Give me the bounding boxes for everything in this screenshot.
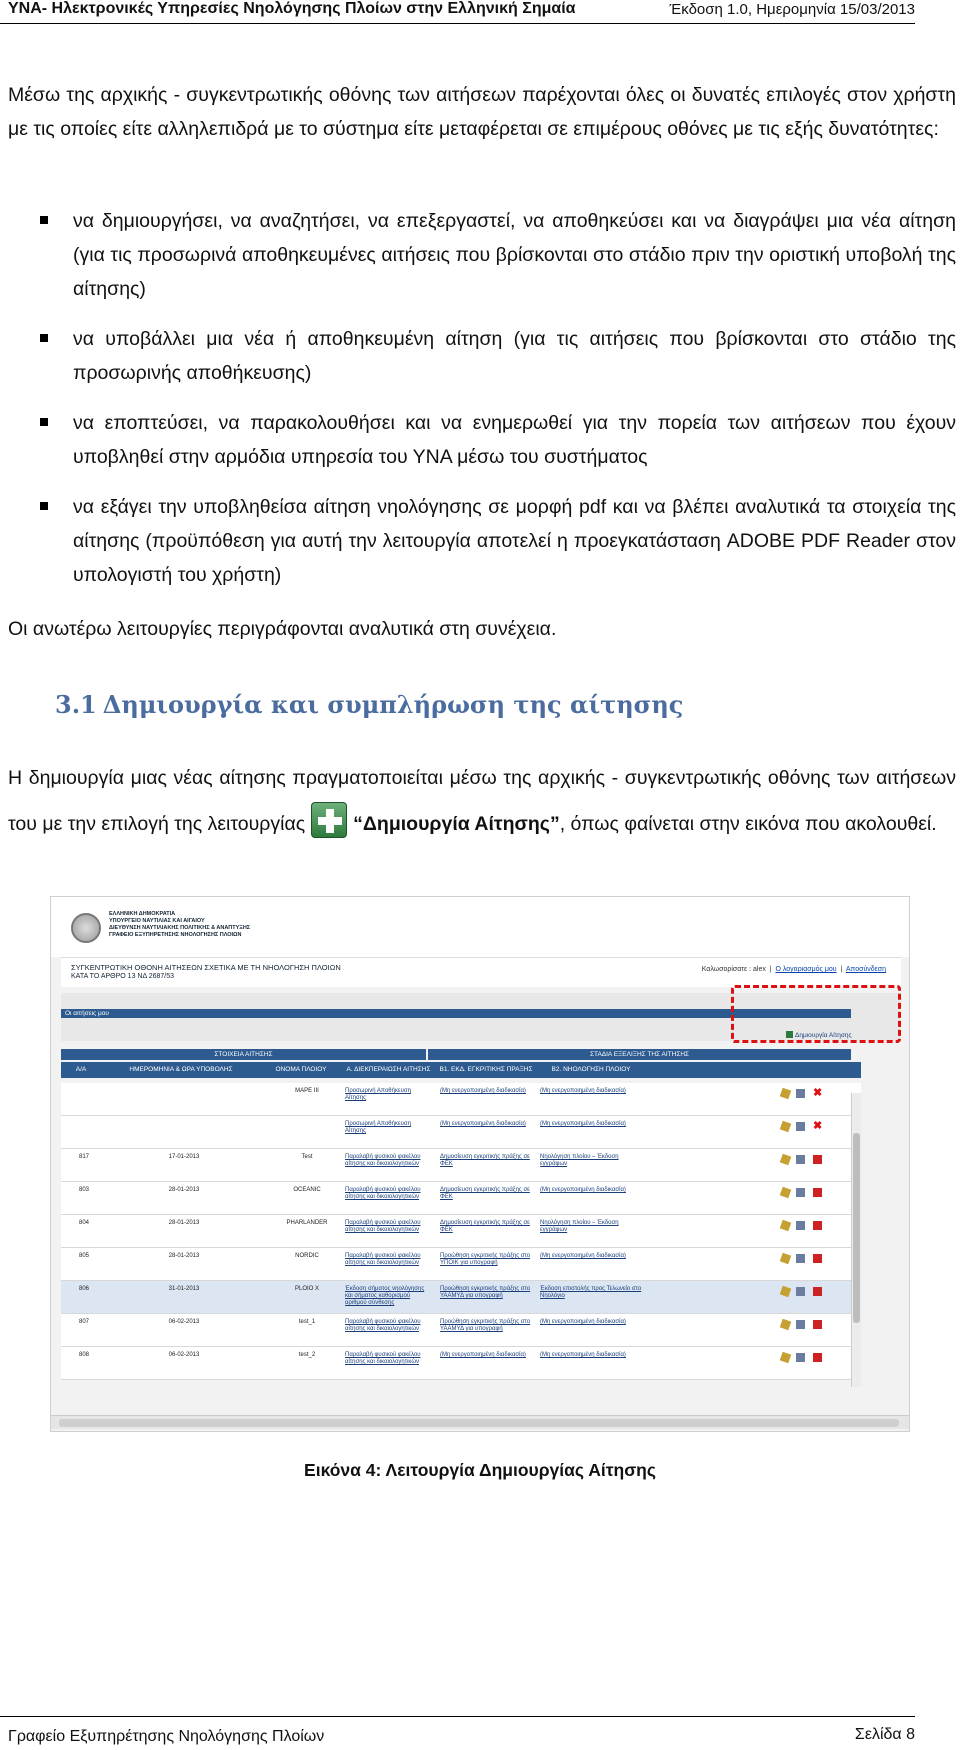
table-cell-b1[interactable]: Δημοσίευση εγκριτικής πράξης σε ΦΕΚ — [440, 1220, 530, 1233]
table-cell-date: 06-02-2013 — [168, 1352, 200, 1358]
panel-title: Οι αιτήσεις μου — [61, 1009, 851, 1018]
column-header[interactable]: Α. ΔΙΕΚΠΕΡΑΙΩΣΗ ΑΙΤΗΣΗΣ — [346, 1066, 431, 1073]
edit-icon[interactable] — [780, 1121, 792, 1133]
table-cell-ship: test_1 — [298, 1319, 316, 1325]
group-header-stages: ΣΤΑΔΙΑ ΕΞΕΛΙΞΗΣ ΤΗΣ ΑΙΤΗΣΗΣ — [428, 1049, 851, 1060]
table-cell-b2[interactable]: Νηολόγηση πλοίου – Έκδοση εγγράφων — [540, 1154, 619, 1167]
table-cell-ship: PLOIO X — [294, 1286, 319, 1292]
table-cell-b1[interactable]: Προώθηση εγκριτικής πράξης στο ΥΑΑΜΥΔ για υπογραφή — [440, 1319, 531, 1332]
pdf-export-icon[interactable] — [813, 1353, 822, 1362]
view-icon[interactable] — [780, 1286, 792, 1298]
create-application-button[interactable]: Δημιουργία Αίτησης — [786, 1031, 852, 1039]
edit-icon[interactable] — [780, 1088, 792, 1100]
table-cell-b1[interactable]: Δημοσίευση εγκριτικής πράξης σε ΦΕΚ — [440, 1154, 530, 1167]
bullet-square-icon — [40, 216, 48, 224]
table-cell-b2[interactable]: (Μη ενεργοποιημένη διαδικασία) — [540, 1319, 626, 1325]
table-row — [61, 1215, 861, 1248]
highlight-box — [731, 985, 901, 1043]
page-number: Σελίδα 8 — [854, 1726, 915, 1743]
view-icon[interactable] — [780, 1352, 792, 1364]
table-row — [61, 1083, 861, 1116]
list-item: να δημιουργήσει, να αναζητήσει, να επεξεργαστεί, να αποθηκεύσει και να διαγράψει μια νέα αίτηση (για τις προσωρινά αποθηκευμένες αιτήσεις που βρίσκονται στο στάδιο πριν την οριστική υποβολή της αίτησης) — [38, 204, 956, 306]
submit-icon[interactable] — [796, 1122, 805, 1131]
document-header — [0, 0, 915, 24]
application-screenshot — [50, 896, 910, 1432]
table-cell-date: 28-01-2013 — [168, 1187, 200, 1193]
table-cell-date: 17-01-2013 — [168, 1154, 200, 1160]
table-cell-b2[interactable]: (Μη ενεργοποιημένη διαδικασία) — [540, 1088, 626, 1094]
table-cell-b1[interactable]: (Μη ενεργοποιημένη διαδικασία) — [440, 1352, 526, 1358]
group-header-application: ΣΤΟΙΧΕΙΑ ΑΙΤΗΣΗΣ — [61, 1049, 426, 1060]
table-row — [61, 1116, 861, 1149]
table-row — [61, 1314, 861, 1347]
table-cell-aa: 808 — [78, 1352, 89, 1358]
table-cell-ship: test_2 — [298, 1352, 316, 1358]
table-cell-aa: 803 — [78, 1187, 89, 1193]
table-cell-b2[interactable]: (Μη ενεργοποιημένη διαδικασία) — [540, 1352, 626, 1358]
app-title-bar — [61, 957, 901, 987]
intro-paragraph: Μέσω της αρχικής - συγκεντρωτικής οθόνης των αιτήσεων παρέχονται όλες οι δυνατές επιλογές στον χρήστη με τις οποίες είτε αλληλεπιδρά με το σύστημα είτε μεταφέρεται σε επιμέρους οθόνες με τις εξής δυνατότητες: — [8, 84, 956, 140]
table-cell-aa: 805 — [78, 1253, 89, 1259]
row-actions — [781, 1353, 841, 1363]
details-icon[interactable] — [796, 1254, 805, 1263]
row-actions — [781, 1254, 841, 1264]
table-cell-ship: NORDIC — [295, 1253, 319, 1259]
table-cell-aa: 804 — [78, 1220, 89, 1226]
table-cell-a[interactable]: Παραλαβή φυσικού φακέλου αίτησης και δικαιολογητικών — [345, 1253, 421, 1266]
row-actions — [781, 1221, 841, 1231]
vertical-scrollbar[interactable] — [851, 1093, 861, 1387]
view-icon[interactable] — [780, 1220, 792, 1232]
view-icon[interactable] — [780, 1154, 792, 1166]
app-banner — [51, 897, 910, 957]
details-icon[interactable] — [796, 1221, 805, 1230]
row-actions — [781, 1320, 841, 1330]
table-row — [61, 1149, 861, 1182]
view-icon[interactable] — [780, 1253, 792, 1265]
table-row — [61, 1182, 861, 1215]
logout-link[interactable]: Αποσύνδεση — [845, 966, 886, 973]
table-cell-b2[interactable]: Έκδοση επιστολής προς Τελωνείο στο Νηολόγιο — [540, 1286, 642, 1299]
table-row — [61, 1347, 861, 1380]
pdf-export-icon[interactable] — [813, 1254, 822, 1263]
table-cell-ship: PHARLANDER — [286, 1220, 328, 1226]
add-plus-icon — [311, 802, 347, 838]
table-cell-b1[interactable]: (Μη ενεργοποιημένη διαδικασία) — [440, 1088, 526, 1094]
document-footer — [0, 1716, 915, 1746]
pdf-export-icon[interactable] — [813, 1320, 822, 1329]
table-cell-b1[interactable]: Προώθηση εγκριτικής πράξης στο ΥΑΑΜΥΔ για υπογραφή — [440, 1286, 531, 1299]
figure-caption: Εικόνα 4: Λειτουργία Δημιουργίας Αίτησης — [304, 1460, 656, 1480]
details-icon[interactable] — [796, 1320, 805, 1329]
section-title: Δημιουργία και συμπλήρωση της αίτησης — [102, 690, 684, 719]
table-cell-aa: 806 — [78, 1286, 89, 1292]
details-icon[interactable] — [796, 1287, 805, 1296]
hellenic-emblem-icon — [71, 913, 101, 943]
table-cell-date: 31-01-2013 — [168, 1286, 200, 1292]
column-header[interactable]: Β1. ΕΚΔ. ΕΓΚΡΙΤΙΚΗΣ ΠΡΑΞΗΣ — [439, 1066, 533, 1073]
pdf-export-icon[interactable] — [813, 1155, 822, 1164]
table-cell-a[interactable]: Προσωρινή Αποθήκευση Αίτησης — [345, 1088, 411, 1101]
applications-table — [61, 1083, 861, 1380]
table-cell-b1[interactable]: (Μη ενεργοποιημένη διαδικασία) — [440, 1121, 526, 1127]
table-cell-date: 28-01-2013 — [168, 1220, 200, 1226]
table-cell-a[interactable]: Παραλαβή φυσικού φακέλου αίτησης και δικαιολογητικών — [345, 1187, 421, 1200]
table-cell-b2[interactable]: (Μη ενεργοποιημένη διαδικασία) — [540, 1121, 626, 1127]
table-header — [61, 1062, 861, 1078]
row-actions — [781, 1089, 841, 1099]
table-cell-a[interactable]: Προσωρινή Αποθήκευση Αίτησης — [345, 1121, 411, 1134]
details-icon[interactable] — [796, 1155, 805, 1164]
list-item: να υποβάλλει μια νέα ή αποθηκευμένη αίτηση (για τις αιτήσεις που βρίσκονται στο στάδιο της προσωρινής αποθήκευσης) — [38, 322, 956, 390]
row-actions — [781, 1188, 841, 1198]
bullet-square-icon — [40, 502, 48, 510]
table-cell-a[interactable]: Παραλαβή φυσικού φακέλου αίτησης και δικαιολογητικών — [345, 1154, 421, 1167]
column-header[interactable]: ΗΜΕΡΟΜΗΝΙΑ & ΩΡΑ ΥΠΟΒΟΛΗΣ — [129, 1066, 233, 1073]
table-cell-ship: MAPE III — [295, 1088, 319, 1094]
pdf-export-icon[interactable] — [813, 1221, 822, 1230]
table-cell-b1[interactable]: Δημοσίευση εγκριτικής πράξης σε ΦΕΚ — [440, 1187, 530, 1200]
table-cell-aa: 807 — [78, 1319, 89, 1325]
table-cell-date: 06-02-2013 — [168, 1319, 200, 1325]
details-icon[interactable] — [796, 1353, 805, 1362]
section-heading — [55, 690, 683, 719]
row-actions — [781, 1155, 841, 1165]
table-cell-ship: Test — [301, 1154, 313, 1160]
column-header[interactable]: Α/Α — [75, 1066, 87, 1073]
table-cell-b1[interactable]: Προώθηση εγκριτικής πράξης στο ΥΠΟΙΚ για υπογραφή — [440, 1253, 531, 1266]
table-cell-a[interactable]: Παραλαβή φυσικού φακέλου αίτησης και δικαιολογητικών — [345, 1352, 421, 1365]
delete-icon[interactable]: ✖ — [813, 1120, 823, 1132]
view-icon[interactable] — [780, 1319, 792, 1331]
table-row — [61, 1248, 861, 1281]
pdf-export-icon[interactable] — [813, 1287, 822, 1296]
table-cell-aa: 817 — [78, 1154, 89, 1160]
table-cell-b2[interactable]: (Μη ενεργοποιημένη διαδικασία) — [540, 1253, 626, 1259]
column-header[interactable]: ΟΝΟΜΑ ΠΛΟΙΟΥ — [275, 1066, 327, 1073]
summary-paragraph: Οι ανωτέρω λειτουργίες περιγράφονται αναλυτικά στη συνέχεια. — [8, 618, 557, 640]
bullet-square-icon — [40, 418, 48, 426]
row-actions — [781, 1287, 841, 1297]
document-title: ΥΝΑ- Ηλεκτρονικές Υπηρεσίες Νηολόγησης Πλοίων στην Ελληνική Σημαία — [8, 0, 576, 17]
table-row — [61, 1281, 861, 1314]
app-page-subtitle: ΚΑΤΑ ΤΟ ΑΡΘΡΟ 13 ΝΔ 2687/53 — [71, 973, 174, 980]
table-cell-b2[interactable]: (Μη ενεργοποιημένη διαδικασία) — [540, 1187, 626, 1193]
table-cell-a[interactable]: Παραλαβή φυσικού φακέλου αίτησης και δικαιολογητικών — [345, 1220, 421, 1233]
table-cell-a[interactable]: Έκδοση σήματος νηολόγησης και σήματος καθορισμού αριθμού σύνθεσης — [345, 1286, 425, 1306]
ministry-name: ΕΛΛΗΝΙΚΗ ΔΗΜΟΚΡΑΤΙΑ ΥΠΟΥΡΓΕΙΟ ΝΑΥΤΙΛΙΑΣ ΚΑΙ ΑΙΓΑΙΟΥ ΔΙΕΥΘΥΝΣΗ ΝΑΥΤΙΛΙΑΚΗΣ ΠΟΛΙΤΙΚΗΣ & ΑΝΑΠΤΥΞΗΣ ΓΡΑΦΕΙΟ ΕΞΥΠΗΡΕΤΗΣΗΣ ΝΗΟΛΟΓΗΣΗΣ ΠΛΟΙΩΝ — [109, 911, 251, 938]
list-item: να εξάγει την υποβληθείσα αίτηση νηολόγησης σε μορφή pdf και να βλέπει αναλυτικά τα στοιχεία της αίτησης (προϋπόθεση για αυτή την λειτουργία αποτελεί η προεγκατάσταση ADOBE PDF Reader στον υπολογιστή του χρήστη) — [38, 490, 956, 592]
delete-icon[interactable]: ✖ — [813, 1087, 823, 1099]
footer-office: Γραφείο Εξυπηρέτησης Νηολόγησης Πλοίων — [8, 1728, 325, 1745]
table-cell-date: 28-01-2013 — [168, 1253, 200, 1259]
section-number: 3.1 — [55, 690, 97, 719]
view-icon[interactable] — [780, 1187, 792, 1199]
table-cell-b2[interactable]: Νηολόγηση πλοίου – Έκδοση εγγράφων — [540, 1220, 619, 1233]
submit-icon[interactable] — [796, 1089, 805, 1098]
capabilities-list — [38, 204, 956, 592]
table-cell-a[interactable]: Παραλαβή φυσικού φακέλου αίτησης και δικαιολογητικών — [345, 1319, 421, 1332]
column-header[interactable]: Β2. ΝΗΟΛΟΓΗΣΗ ΠΛΟΙΟΥ — [551, 1066, 631, 1073]
bullet-square-icon — [40, 334, 48, 342]
list-item: να εποπτεύσει, να παρακολουθήσει και να ενημερωθεί για την πορεία των αιτήσεων που έχουν υποβληθεί στην αρμόδια υπηρεσία του ΥΝΑ μέσω του συστήματος — [38, 406, 956, 474]
create-paragraph: Η δημιουργία μιας νέας αίτησης πραγματοποιείται μέσω της αρχικής - συγκεντρωτικής οθόνης των αιτήσεων του με την επιλογή της λειτουργίας “Δημιουργία Αίτησης”, όπως φαίνεται στην εικόνα που ακολουθεί. — [8, 755, 956, 847]
table-cell-ship: OCEANIC — [293, 1187, 321, 1193]
document-version: Έκδοση 1.0, Ημερομηνία 15/03/2013 — [669, 1, 915, 18]
user-bar: Καλωσορίσατε : alex | Ο λογαριασμός μου | Αποσύνδεση — [701, 966, 886, 973]
details-icon[interactable] — [796, 1188, 805, 1197]
pdf-export-icon[interactable] — [813, 1188, 822, 1197]
app-page-title: ΣΥΓΚΕΝΤΡΩΤΙΚΗ ΟΘΟΝΗ ΑΙΤΗΣΕΩΝ ΣΧΕΤΙΚΑ ΜΕ ΤΗ ΝΗΟΛΟΓΗΣΗ ΠΛΟΙΩΝ — [71, 963, 341, 972]
welcome-text: Καλωσορίσατε : alex — [701, 966, 766, 973]
row-actions — [781, 1122, 841, 1132]
horizontal-scrollbar[interactable] — [51, 1415, 910, 1429]
my-account-link[interactable]: Ο λογαριασμός μου — [775, 966, 837, 973]
